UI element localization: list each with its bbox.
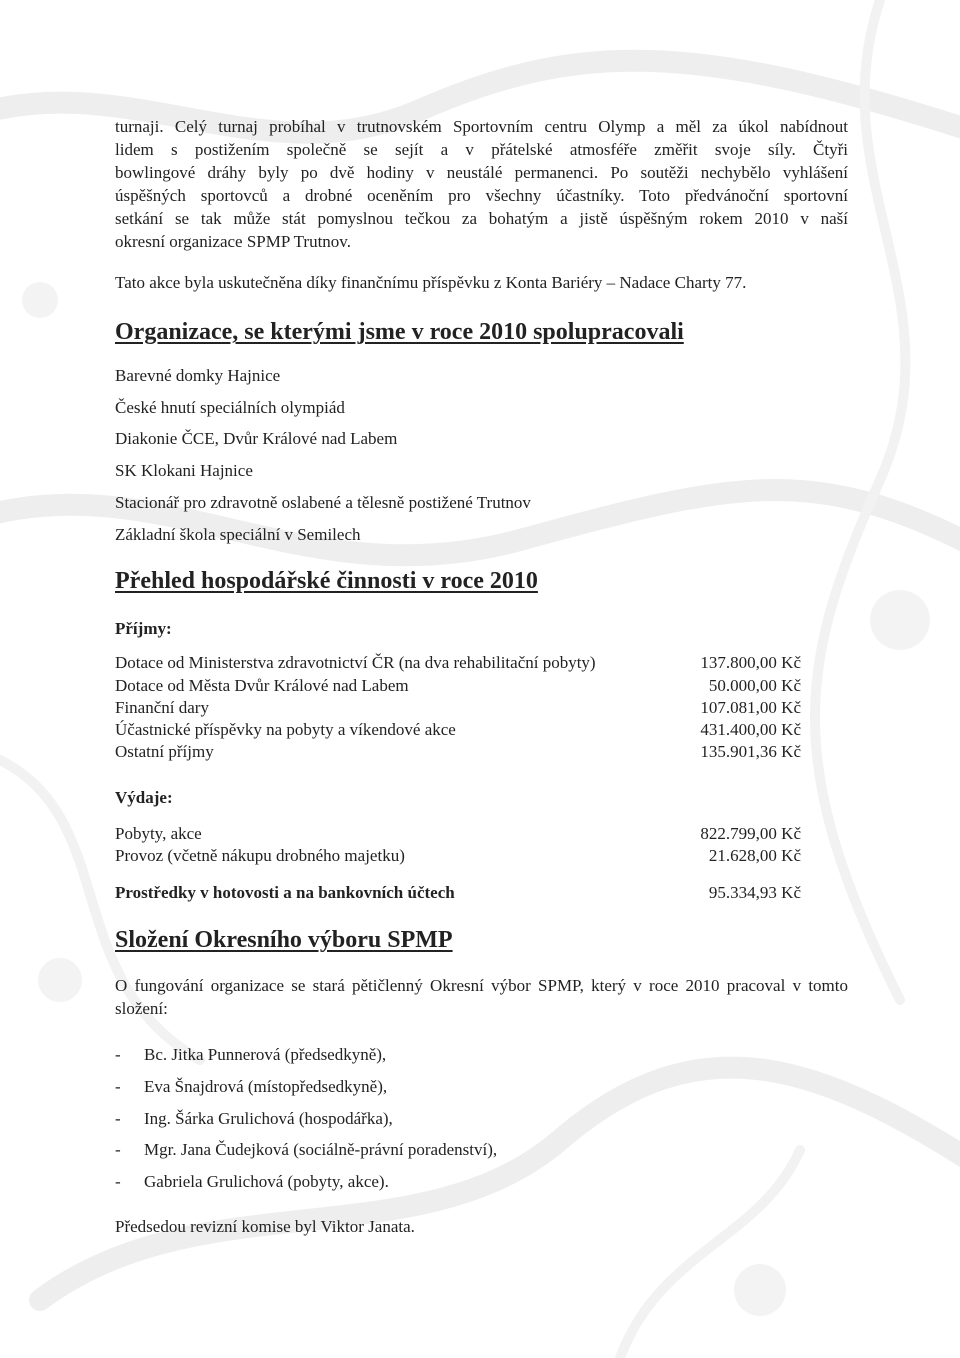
income-row <box>115 674 801 696</box>
organization-item: Barevné domky Hajnice <box>115 366 281 385</box>
cash-row-amount: 95.334,93 Kč <box>708 883 801 902</box>
expense-row <box>115 822 801 844</box>
expense-row-amount: 21.628,00 Kč <box>708 846 801 865</box>
income-row-amount: 107.081,00 Kč <box>700 698 801 717</box>
committee-member-name: Eva Šnajdrová (místopředsedkyně), <box>144 1077 388 1096</box>
committee-member-name: Mgr. Jana Čudejková (sociálně-právní poradenství), <box>144 1140 498 1159</box>
organization-item: Diakonie ČCE, Dvůr Králové nad Labem <box>115 429 398 448</box>
audit-committee-note: Předsedou revizní komise byl Viktor Janata. <box>115 1217 415 1236</box>
income-row-label: Dotace od Města Dvůr Králové nad Labem <box>115 676 409 695</box>
organization-item: SK Klokani Hajnice <box>115 461 253 480</box>
organization-item: Základní škola speciální v Semilech <box>115 525 361 544</box>
intro-line: okresní organizace SPMP Trutnov. <box>115 232 351 251</box>
organization-item: Stacionář pro zdravotně oslabené a tělesně postižené Trutnov <box>115 493 531 512</box>
income-row <box>115 696 801 718</box>
income-row-amount: 135.901,36 Kč <box>700 742 801 761</box>
income-row-amount: 137.800,00 Kč <box>700 653 801 672</box>
expense-row <box>115 844 801 866</box>
list-dash: - <box>115 1172 121 1191</box>
income-row <box>115 718 801 740</box>
income-label: Příjmy: <box>115 619 172 638</box>
committee-member-name: Ing. Šárka Grulichová (hospodářka), <box>144 1109 393 1128</box>
committee-member-name: Gabriela Grulichová (pobyty, akce). <box>144 1172 389 1191</box>
income-row <box>115 740 801 762</box>
cash-row <box>115 881 801 903</box>
income-row <box>115 651 801 673</box>
income-row-label: Finanční dary <box>115 698 209 717</box>
list-dash: - <box>115 1140 121 1159</box>
expense-row-amount: 822.799,00 Kč <box>700 824 801 843</box>
funding-note: Tato akce byla uskutečněna díky finančnímu příspěvku z Konta Bariéry – Nadace Charty 77. <box>115 273 747 292</box>
expense-label: Výdaje: <box>115 788 173 807</box>
expense-row-label: Pobyty, akce <box>115 824 202 843</box>
income-row-amount: 431.400,00 Kč <box>700 720 801 739</box>
expense-row-label: Provoz (včetně nákupu drobného majetku) <box>115 846 405 865</box>
committee-heading-text: Složení Okresního výboru SPMP <box>115 927 453 953</box>
intro-paragraph <box>115 115 848 253</box>
income-row-label: Dotace od Ministerstva zdravotnictví ČR (na dva rehabilitační pobyty) <box>115 653 596 672</box>
income-row-amount: 50.000,00 Kč <box>708 676 801 695</box>
intro-line: lidem s postižením společně se sejít a v přátelské atmosféře změřit svoje síly. Čtyři <box>115 140 848 159</box>
committee-intro: O fungování organizace se stará pětičlenný Okresní výbor SPMP, který v roce 2010 pracoval v tomto složení: <box>115 976 848 1018</box>
intro-line: turnaji. Celý turnaj probíhal v trutnovském Sportovním centru Olymp a měl za úkol nabídnout <box>115 117 848 136</box>
organization-item: České hnutí speciálních olympiád <box>115 398 345 417</box>
income-row-label: Účastnické příspěvky na pobyty a víkendové akce <box>115 720 456 739</box>
intro-line: bowlingové dráhy byly po dvě hodiny v neustálé permanenci. Po soutěži nechybělo vyhlášení <box>115 163 848 182</box>
list-dash: - <box>115 1045 121 1064</box>
cash-row-label: Prostředky v hotovosti a na bankovních účtech <box>115 883 455 902</box>
intro-line: úspěšných sportovců a drobné oceněním pro všechny účastníky. Toto předvánoční sportovní <box>115 186 848 205</box>
list-dash: - <box>115 1109 121 1128</box>
intro-line: setkání se tak může stát pomyslnou tečkou za bohatým a jistě úspěšným rokem 2010 v naší <box>115 209 848 228</box>
list-dash: - <box>115 1077 121 1096</box>
finance-heading: Přehled hospodářské činnosti v roce 2010 <box>115 568 538 594</box>
income-row-label: Ostatní příjmy <box>115 742 214 761</box>
committee-member-name: Bc. Jitka Punnerová (předsedkyně), <box>144 1045 387 1064</box>
organizations-heading: Organizace, se kterými jsme v roce 2010 spolupracovali <box>115 319 684 345</box>
